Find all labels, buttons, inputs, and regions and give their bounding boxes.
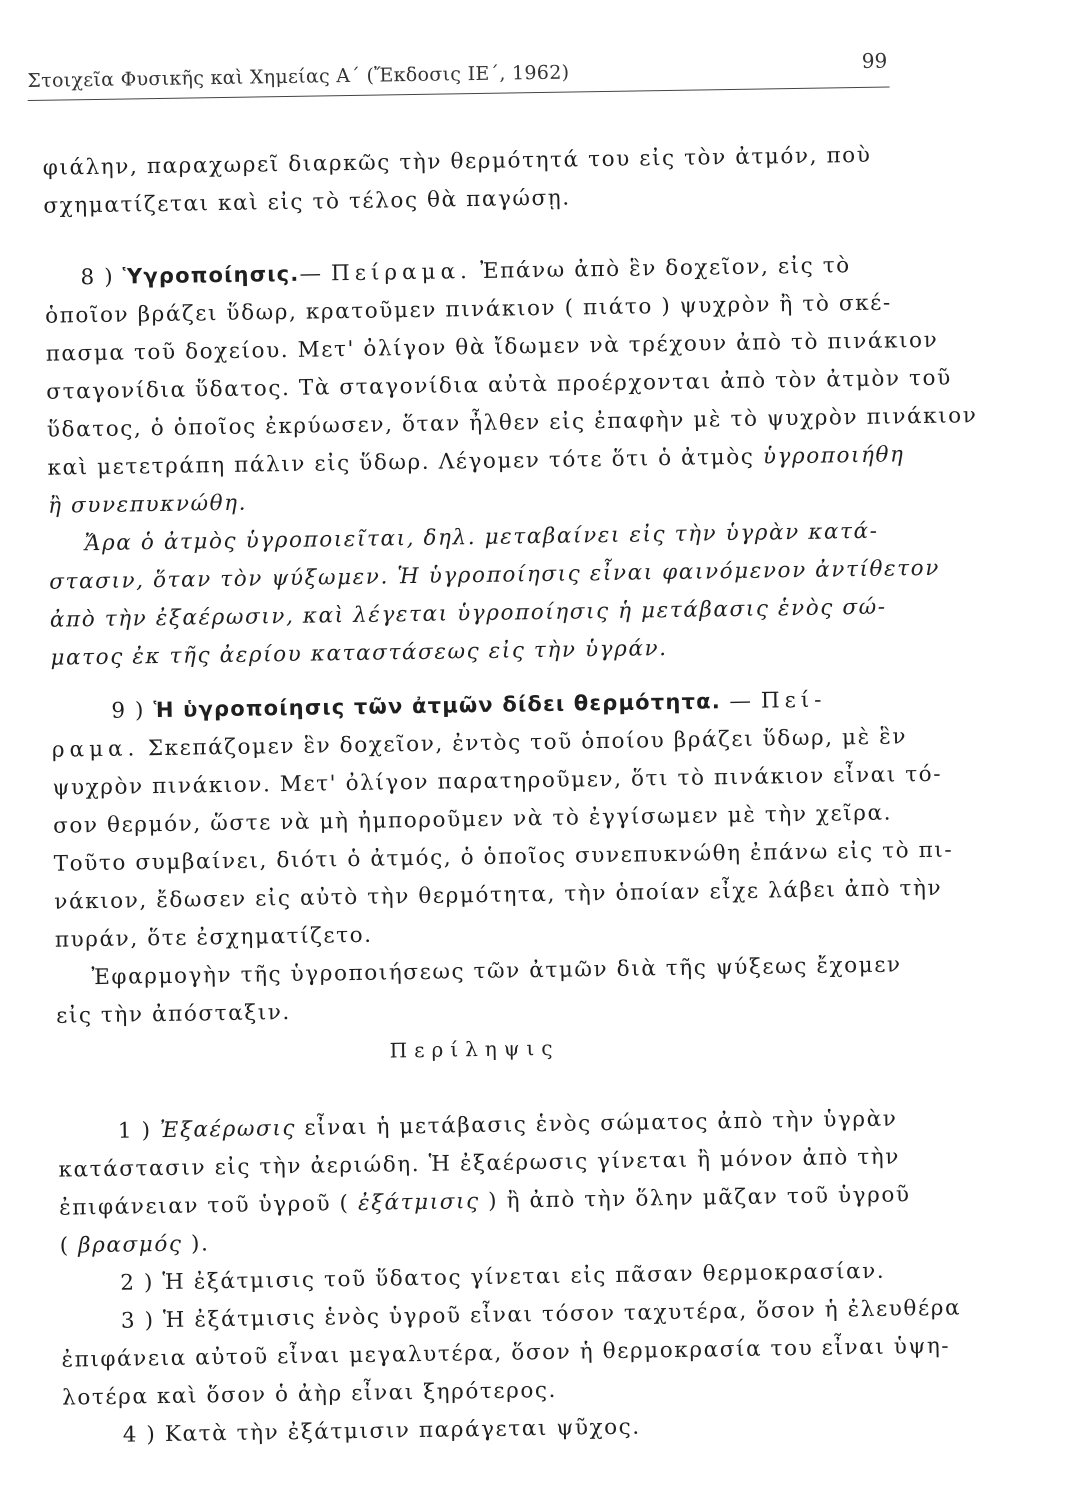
- body-line: νάκιον, ἔδωσεν εἰς αὐτὸ τὴν θερμότητα, τὴν ὁποίαν εἶχε λάβει ἀπὸ τὴν: [54, 875, 943, 915]
- body-line: ὁποῖον βράζει ὕδωρ, κρατοῦμεν πινάκιον ( πιάτο ) ψυχρὸν ἢ τὸ σκέ-: [44, 290, 892, 329]
- summary-line: ἐπιφάνεια αὐτοῦ εἶναι μεγαλυτέρα, ὅσον ἡ θερμοκρασία του εἶναι ὑψη-: [61, 1333, 951, 1373]
- italic-term: Ἐξαέρωσις: [159, 1115, 297, 1144]
- body-line: σχηματίζεται καὶ εἰς τὸ τέλος θὰ παγώσῃ.: [43, 185, 571, 219]
- summary-item: 2 ) Ἡ ἐξάτμισις τοῦ ὕδατος γίνεται εἰς πᾶσαν θερμοκρασίαν.: [120, 1258, 886, 1296]
- section-heading: Ὑγροποίησις.: [122, 261, 300, 289]
- italic-term: ἢ συνεπυκνώθη.: [47, 490, 248, 519]
- summary-item: 3 ) Ἡ ἐξάτμισις ἑνὸς ὑγροῦ εἶναι τόσον ταχυτέρα, ὅσον ἡ ἐλευθέρα: [120, 1295, 962, 1334]
- summary-item: 4 ) Κατὰ τὴν ἐξάτμισιν παράγεται ψῦχος.: [122, 1414, 641, 1448]
- body-line: πασμα τοῦ δοχείου. Μετ' ὀλίγον θὰ ἴδωμεν νὰ τρέχουν ἀπὸ τὸ πινάκιον: [45, 327, 939, 367]
- body-line: ὕδατος, ὁ ὁποῖος ἐκρύωσεν, ὅταν ἦλθεν εἰς ἐπαφὴν μὲ τὸ ψυχρὸν πινάκιον: [46, 403, 978, 443]
- body-line: Τοῦτο συμβαίνει, διότι ὁ ἀτμός, ὁ ὁποῖος συνεπυκνώθη ἐπάνω εἰς τὸ πι-: [53, 837, 954, 877]
- experiment-label: ραμα.: [51, 736, 140, 763]
- section-number: 9 ): [111, 698, 154, 724]
- section-heading: Ἡ ὑγροποίησις τῶν ἀτμῶν δίδει θερμότητα.: [153, 689, 722, 723]
- body-line: εἰς τὴν ἀπόσταξιν.: [55, 1000, 292, 1029]
- italic-term: βρασμός: [77, 1231, 183, 1259]
- experiment-label: Πεί-: [760, 687, 827, 714]
- summary-line: ἐπιφάνειαν τοῦ ὑγροῦ ( ἐξάτμισις ) ἢ ἀπὸ τὴν ὅλην μᾶζαν τοῦ ὑγροῦ: [58, 1182, 911, 1221]
- body-line: Ἄρα ὁ ἀτμὸς ὑγροποιεῖται, δηλ. μεταβαίνει εἰς τὴν ὑγρὰν κατά-: [84, 518, 879, 557]
- page-header: [27, 46, 890, 101]
- body-line: σον θερμόν, ὥστε νὰ μὴ ἠμποροῦμεν νὰ τὸ ἐγγίσωμεν μὲ τὴν χεῖρα.: [52, 800, 893, 839]
- body-line: πυράν, ὅτε ἐσχηματίζετο.: [54, 922, 373, 953]
- italic-term: ὑγροποιήθη: [762, 442, 905, 470]
- page-number: 99: [861, 48, 888, 73]
- experiment-label: Πείραμα.: [330, 259, 473, 287]
- italic-term: ἐξάτμισις: [357, 1189, 480, 1216]
- body-line: φιάλην, παραχωρεῖ διαρκῶς τὴν θερμότητά του εἰς τὸν ἀτμόν, ποὺ: [42, 142, 872, 181]
- body-line: [48, 491, 247, 519]
- body-line: καὶ μετετράπη πάλιν εἰς ὕδωρ. Λέγομεν τότε ὅτι ὁ ἀτμὸς ὑγροποιήθη: [47, 442, 905, 481]
- running-title: Στοιχεῖα Φυσικῆς καὶ Χημείας Α΄ (Ἔκδοσις ΙΕ΄, 1962): [27, 61, 570, 93]
- summary-line: λοτέρα καὶ ὅσον ὁ ἀὴρ εἶναι ξηρότερος.: [61, 1377, 558, 1411]
- body-line: στασιν, ὅταν τὸν ψύξωμεν. Ἡ ὑγροποίησις εἶναι φαινόμενον ἀντίθετον: [49, 555, 941, 595]
- body-line: ραμα. Σκεπάζομεν ἓν δοχεῖον, ἐντὸς τοῦ ὁποίου βράζει ὕδωρ, μὲ ἓν: [51, 724, 908, 763]
- section-number: 8 ): [80, 264, 123, 291]
- body-line: ψυχρὸν πινάκιον. Μετ' ὀλίγον παρατηροῦμεν, ὅτι τὸ πινάκιον εἶναι τό-: [52, 761, 943, 801]
- body-line: σταγονίδια ὕδατος. Τὰ σταγονίδια αὐτὰ προέρχονται ἀπὸ τὸν ἀτμὸν τοῦ: [46, 365, 952, 405]
- body-line: ματος ἐκ τῆς ἀερίου καταστάσεως εἰς τὴν ὑγράν.: [50, 636, 668, 671]
- body-line: ἀπὸ τὴν ἐξαέρωσιν, καὶ λέγεται ὑγροποίησις ἡ μετάβασις ἑνὸς σώ-: [49, 594, 887, 633]
- summary-item: 1 ) Ἐξαέρωσις εἶναι ἡ μετάβασις ἑνὸς σώματος ἀπὸ τὴν ὑγρὰν: [117, 1106, 898, 1144]
- section-8-first-line: 8 ) Ὑγροποίησις.— Πείραμα. Ἐπάνω ἀπὸ ἓν δοχεῖον, εἰς τὸ: [80, 253, 851, 291]
- summary-line: ( βρασμός ).: [59, 1231, 210, 1259]
- body-line: Ἐφαρμογὴν τῆς ὑγροποιήσεως τῶν ἀτμῶν διὰ τῆς ψύξεως ἔχομεν: [91, 952, 902, 991]
- summary-line: κατάστασιν εἰς τὴν ἀεριώδη. Ἡ ἐξαέρωσις γίνεται ἢ μόνον ἀπὸ τὴν: [58, 1144, 901, 1183]
- section-9-first-line: 9 ) Ἡ ὑγροποίησις τῶν ἀτμῶν δίδει θερμότητα. — Πεί-: [111, 687, 827, 724]
- summary-title: Περίληψις: [389, 1035, 560, 1063]
